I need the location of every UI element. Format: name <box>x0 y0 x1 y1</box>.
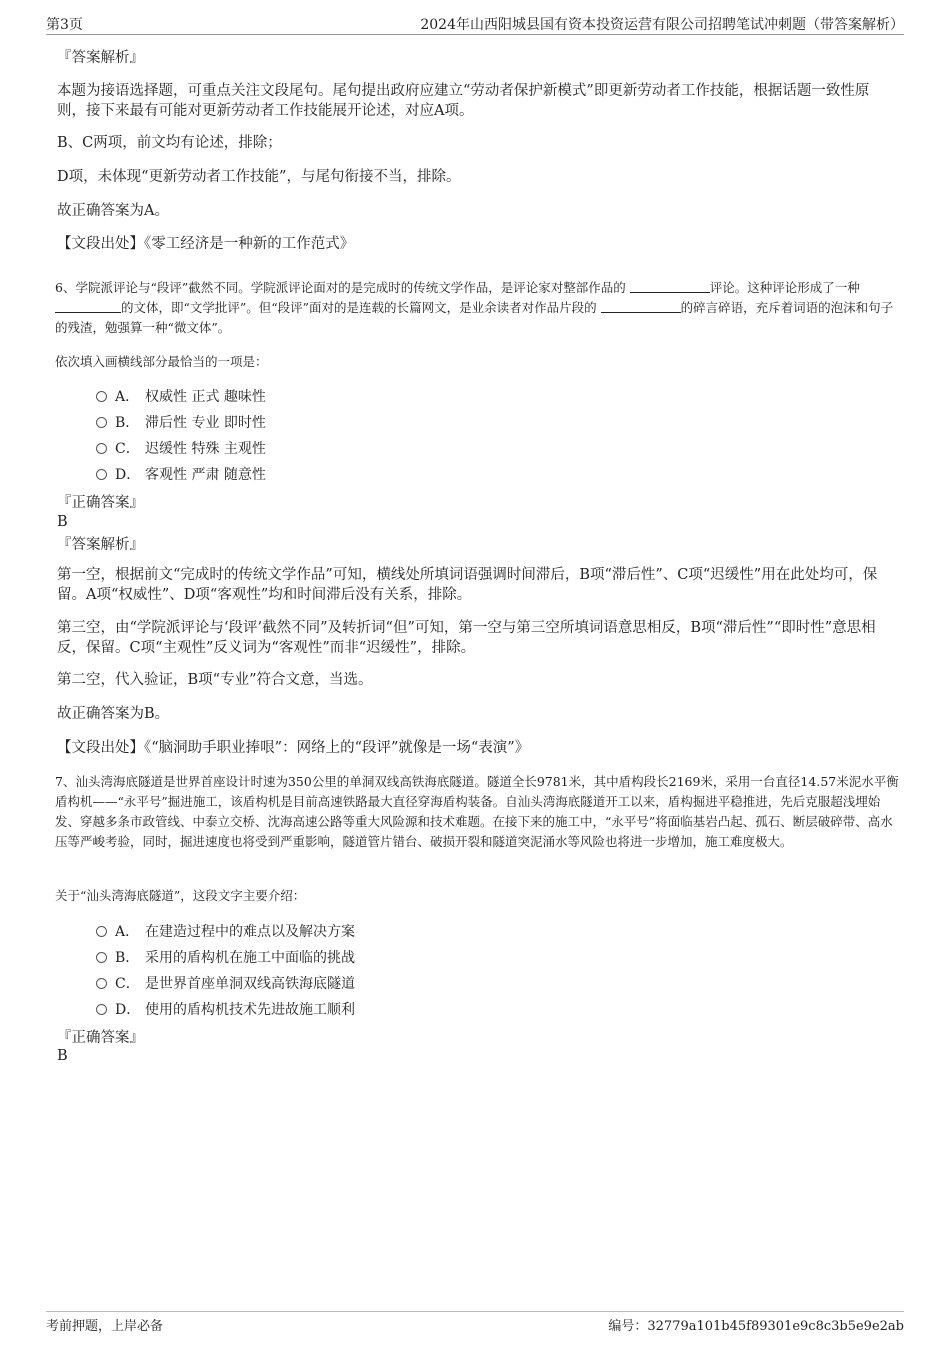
analysis-paragraph: 本题为接语选择题，可重点关注文段尾句。尾句提出政府应建立“劳动者保护新模式”即更新劳动者工作技能，根据话题一致性原则，接下来最有可能对更新劳动者工作技能展开论述，对应A项。 <box>57 83 870 119</box>
footer-slogan: 考前押题，上岸必备 <box>46 1319 164 1334</box>
radio-icon[interactable] <box>96 926 107 937</box>
page-footer <box>46 1311 904 1336</box>
correct-answer-label: 『正确答案』 <box>57 495 144 511</box>
answer-blank-2 <box>55 299 121 313</box>
correct-answer: B <box>57 514 68 530</box>
option-d[interactable]: D． 客观性 严肃 随意性 <box>96 465 266 485</box>
document-code: 编号：32779a101b45f89301e9c8c3b5e9e2ab <box>608 1319 904 1334</box>
analysis-paragraph: D项，未体现“更新劳动者工作技能”，与尾句衔接不当，排除。 <box>57 169 461 185</box>
document-title: 2024年山西阳城县国有资本投资运营有限公司招聘笔试冲刺题（带答案解析） <box>420 17 904 33</box>
question-7-prompt: 关于“汕头湾海底隧道”，这段文字主要介绍： <box>55 888 306 903</box>
page-header <box>46 12 904 35</box>
analysis-label: 『答案解析』 <box>57 537 144 553</box>
radio-icon[interactable] <box>96 391 107 402</box>
source-citation: 【文段出处】《“脑洞助手职业捧哏”：网络上的“段评”就像是一场“表演”》 <box>57 740 530 756</box>
source-citation: 【文段出处】《零工经济是一种新的工作范式》 <box>57 236 355 252</box>
analysis-paragraph: B、C两项，前文均有论述，排除； <box>57 135 282 151</box>
option-a[interactable]: A． 在建造过程中的难点以及解决方案 <box>96 922 355 942</box>
analysis-paragraph: 故正确答案为B。 <box>57 706 170 722</box>
option-a[interactable]: A． 权威性 正式 趣味性 <box>96 387 266 407</box>
analysis-label: 『答案解析』 <box>57 50 144 66</box>
question-7-stem: 7、汕头湾海底隧道是世界首座设计时速为350公里的单洞双线高铁海底隧道。隧道全长9781米，其中盾构段长2169米，采用一台直径14.57米泥水平衡盾构机——“永平号”掘进施工，该盾构机是目前高速铁路最大直径穿海盾构装备。自汕头湾海底隧道开工以来，盾构掘进平稳推进，先后克服超浅埋始发、穿越多条市政管线、中泰立交桥、沈海高速公路等重大风险源和技术难题。在接下来的施工中，“永平号”将面临基岩凸起、孤石、断层破碎带、高水压等严峻考验，同时，掘进速度也将受到严重影响，隧道管片错台、破损开裂和隧道突泥涌水等风险也将进一步增加，施工难度极大。 <box>55 774 899 849</box>
radio-icon[interactable] <box>96 1004 107 1015</box>
option-b[interactable]: B． 滞后性 专业 即时性 <box>96 413 266 433</box>
analysis-paragraph: 故正确答案为A。 <box>57 203 169 219</box>
question-6-stem: 6、学院派评论与“段评”截然不同。学院派评论面对的是完成时的传统文学作品，是评论家对整部作品的 评论。这种评论形成了一种 的文体，即“文学批评”。但“段评”面对的是连载的长篇网文，是业余读者对作品片段的 的碎言碎语，充斥着词语的泡沫和句子的残渣，勉强算一种“微文体”。 <box>55 280 894 335</box>
option-c[interactable]: C． 迟缓性 特殊 主观性 <box>96 439 266 459</box>
correct-answer: B <box>57 1048 68 1064</box>
answer-blank-1 <box>630 279 710 293</box>
answer-blank-3 <box>601 299 681 313</box>
option-d[interactable]: D． 使用的盾构机技术先进故施工顺利 <box>96 1000 355 1020</box>
analysis-paragraph: 第一空，根据前文“完成时的传统文学作品”可知，横线处所填词语强调时间滞后，B项“滞后性”、C项“迟缓性”用在此处均可，保留。A项“权威性”、D项“客观性”均和时间滞后没有关系，排除。 <box>57 567 878 603</box>
radio-icon[interactable] <box>96 978 107 989</box>
question-6-prompt: 依次填入画横线部分最恰当的一项是： <box>55 354 268 369</box>
radio-icon[interactable] <box>96 469 107 480</box>
page-number: 第3页 <box>46 17 83 33</box>
radio-icon[interactable] <box>96 952 107 963</box>
analysis-paragraph: 第三空，由“学院派评论与‘段评’截然不同”及转折词“但”可知，第一空与第三空所填词语意思相反，B项“滞后性”“即时性”意思相反，保留。C项“主观性”反义词为“客观性”而非“迟缓性”，排除。 <box>57 620 876 656</box>
radio-icon[interactable] <box>96 443 107 454</box>
option-c[interactable]: C． 是世界首座单洞双线高铁海底隧道 <box>96 974 355 994</box>
analysis-paragraph: 第二空，代入验证，B项“专业”符合文意，当选。 <box>57 672 373 688</box>
option-b[interactable]: B． 采用的盾构机在施工中面临的挑战 <box>96 948 355 968</box>
radio-icon[interactable] <box>96 417 107 428</box>
correct-answer-label: 『正确答案』 <box>57 1030 144 1046</box>
